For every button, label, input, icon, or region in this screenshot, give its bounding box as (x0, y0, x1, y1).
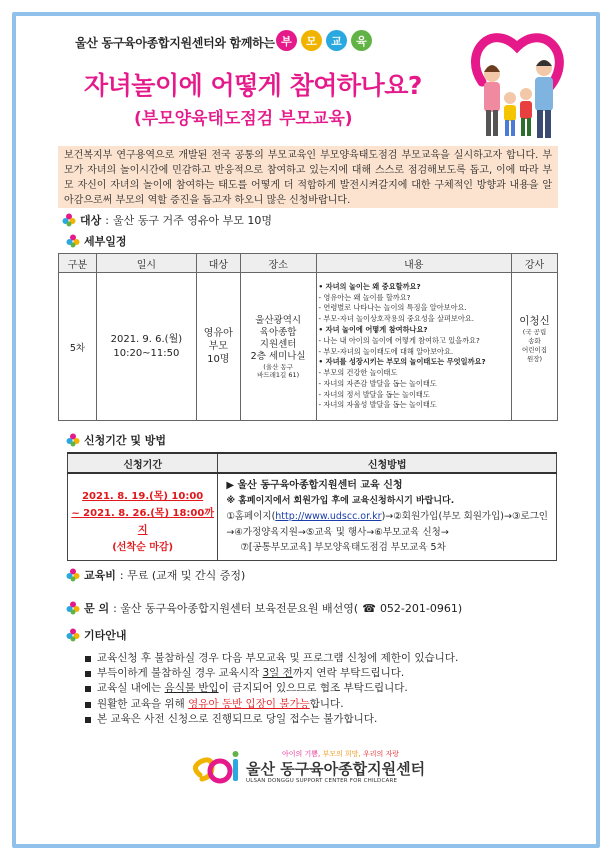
father-body (535, 77, 553, 111)
application-table (67, 452, 557, 561)
badge: 교 (326, 30, 347, 51)
flower-icon (66, 568, 80, 582)
content-line: • 자녀를 성장시키는 부모의 놀이태도는 무엇일까요? (318, 357, 486, 367)
mother-body (484, 82, 500, 112)
logo-mark-icon (190, 749, 244, 785)
method-step: →④가정양육지원→⑤교육 및 행사→⑥부모교육 신청→ (226, 526, 449, 538)
content-line: - 부모-자녀의 놀이태도에 대해 알아보아요. (318, 346, 454, 356)
child-head (504, 92, 516, 104)
col-header: 신청방법 (218, 453, 557, 473)
content-line: - 부모의 건강한 놀이태도 (318, 368, 398, 378)
child-head (520, 88, 532, 100)
list-item: 교육실 내에는 음식물 반입이 금지되어 있으므로 협조 부탁드립니다. (85, 681, 525, 696)
method-cell (218, 473, 557, 560)
schedule-table (58, 253, 558, 421)
place-cell: 울산광역시 육아종합 지원센터 2층 세미나실 (울산 동구 바드래1길 61) (240, 273, 316, 421)
col-header: 대상 (196, 254, 240, 273)
flower-icon (66, 433, 80, 447)
flower-icon (66, 601, 80, 615)
content-line: • 자녀 놀이에 어떻게 참여하나요? (318, 324, 428, 334)
phone-number: 052-201-0961) (379, 601, 463, 615)
notes-list (85, 651, 525, 727)
center-logo (190, 749, 440, 789)
instructor-cell: 이청신 (국 공립 송화 어린이집 원장) (512, 273, 558, 421)
phone-icon: ☎ (362, 601, 376, 615)
fee-line: 교육비 : 무료 (교재 및 간식 증정) (66, 567, 245, 583)
content-line: - 자녀의 자율성 발달을 돕는 놀이태도 (318, 400, 437, 410)
period-cell (68, 473, 218, 560)
schedule-heading: 세부일정 (66, 233, 127, 249)
table-header-row (68, 453, 557, 473)
method-title: ▶ 울산 동구육아종합지원센터 교육 신청 (226, 480, 403, 491)
list-item: 원활한 교육을 위해 영유아 동반 입장이 불가능합니다. (85, 697, 525, 712)
page-title: 자녀놀이에 어떻게 참여하나요? (84, 71, 422, 100)
col-header: 구분 (59, 254, 97, 273)
badge: 모 (301, 30, 322, 51)
target-line: 대상 : 울산 동구 거주 영유아 부모 10명 (62, 212, 272, 228)
list-item: 본 교육은 사전 신청으로 진행되므로 당일 접수는 불가합니다. (85, 712, 525, 727)
method-step: ⑦[공통부모교육] 부모양육태도점검 부모교육 5차 (240, 542, 446, 553)
target-text: 울산 동구 거주 영유아 부모 10명 (112, 214, 272, 227)
target-label: 대상 (80, 214, 102, 227)
flower-icon (62, 213, 76, 227)
flower-icon (66, 628, 80, 642)
org-name-en: ULSAN DONGGU SUPPORT CENTER FOR CHILDCARE (246, 778, 398, 784)
content-line: - 영유아는 왜 놀이를 할까요? (318, 292, 411, 302)
intro-text: 보건복지부 연구용역으로 개발된 전국 공통의 부모교육인 부모양육태도점검 부모교육을 실시하고자 합니다. 부모가 자녀의 놀이시간에 민감하고 반응적으로 참여하고 있는지에 대해 스스로 점검해보도록 돕고, 이에 따라 부모 자신이 자녀의 놀이에 참여하는 태도를 어떻게 더 적합하게 발전시켜갈지에 대한 구체적인 방향과 내용을 알아감으로써 부모의 역할 증진을 돕고자 하오니 많은 신청바랍니다. (58, 146, 558, 208)
content-line: - 나는 내 아이의 놀이에 어떻게 참여하고 있을까요? (318, 335, 480, 345)
content-line: - 부모-자녀 놀이상호작용의 중요성을 살펴보아요. (318, 314, 475, 324)
col-header: 강사 (512, 254, 558, 273)
page-subtitle: (부모양육태도점검 부모교육) (134, 109, 353, 129)
col-header: 신청기간 (68, 453, 218, 473)
table-header-row (59, 254, 558, 273)
table-row (59, 273, 558, 421)
col-header: 내용 (316, 254, 511, 273)
org-name: 울산 동구육아종합지원센터 (246, 760, 426, 778)
content-line: - 자녀의 자존감 발달을 돕는 놀이태도 (318, 378, 437, 388)
date-cell: 2021. 9. 6.(월) 10:20~11:50 (96, 273, 196, 421)
flower-icon (66, 234, 80, 248)
session-cell: 5차 (59, 273, 97, 421)
badge: 부 (276, 30, 297, 51)
table-row (68, 473, 557, 560)
list-item: 부득이하게 불참하실 경우 교육시작 3일 전까지 연락 부탁드립니다. (85, 666, 525, 681)
notes-heading: 기타안내 (66, 627, 127, 643)
list-item: 교육신청 후 불참하실 경우 다음 부모교육 및 프로그램 신청에 제한이 있습니다. (85, 651, 525, 666)
period-start: 2021. 8. 19.(목) 10:00 (82, 491, 204, 502)
content-cell (316, 273, 511, 421)
content-line: - 연령별로 나타나는 놀이의 특징을 알아보아요. (318, 303, 467, 313)
col-header: 일시 (96, 254, 196, 273)
period-note: (선착순 마감) (112, 542, 174, 553)
period-end: ~ 2021. 8. 26.(목) 18:00까지 (71, 508, 215, 536)
method-notice: ※ 홈페이지에서 회원가입 후에 교육신청하시기 바랍니다. (226, 495, 455, 506)
method-step: ①홈페이지(http://www.udscc.or.kr)→②회원가입(부모 회원가입)→③로그인 (226, 511, 548, 522)
col-header: 장소 (240, 254, 316, 273)
audience-cell: 영유아 부모 10명 (196, 273, 240, 421)
brand-line: 울산 동구육아종합지원센터와 함께하는 (75, 36, 275, 50)
content-line: - 자녀의 정서 발달을 돕는 놀이태도 (318, 389, 430, 399)
content-line: • 자녀의 놀이는 왜 중요할까요? (318, 281, 421, 291)
badge-row (276, 30, 372, 51)
slogan: 아이의 기쁨, 부모의 희망, 우리의 자랑 (282, 750, 400, 758)
contact-line: 문 의 : 울산 동구육아종합지원센터 보육전문요원 배선영( ☎ 052-201-0961) (66, 600, 462, 616)
badge: 육 (351, 30, 372, 51)
homepage-link[interactable]: http://www.udscc.or.kr (275, 511, 382, 522)
family-illustration (462, 22, 580, 144)
application-heading: 신청기간 및 방법 (66, 432, 166, 448)
